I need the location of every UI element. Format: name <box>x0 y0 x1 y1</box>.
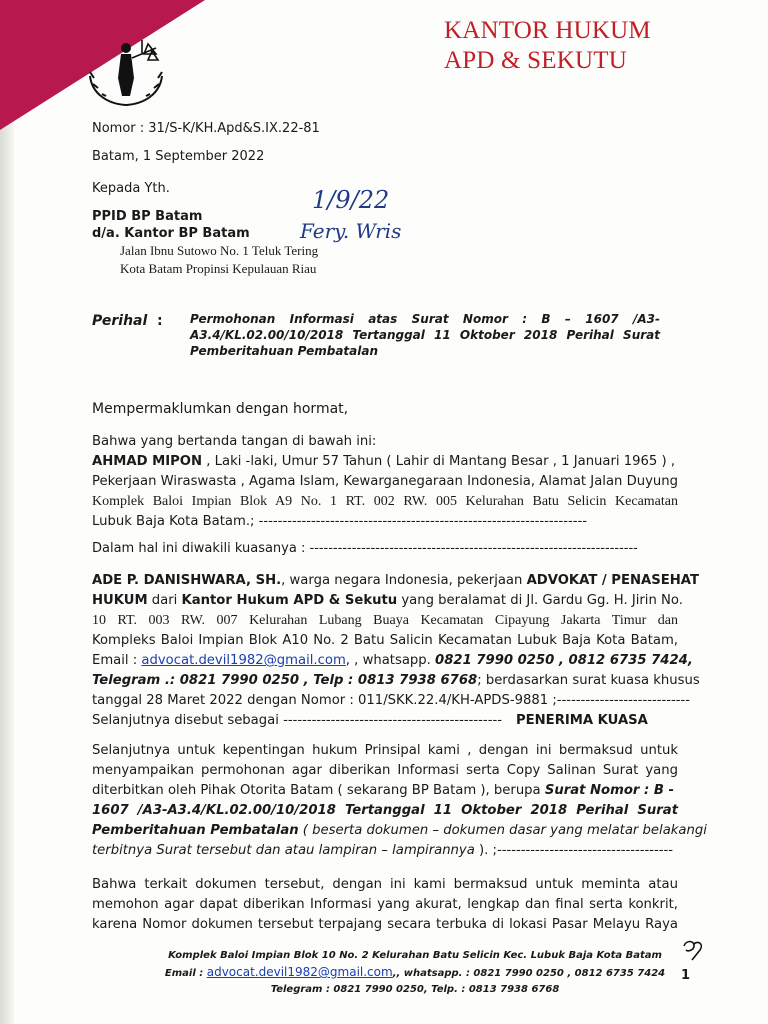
footer-email-link[interactable]: advocat.devil1982@gmail.com <box>206 965 393 979</box>
firm-name-line-1: KANTOR HUKUM <box>444 17 651 44</box>
attorney-profession: ADVOKAT / PENASEHAT <box>526 573 699 588</box>
requested-letter-ref-start: Surat Nomor : B - <box>544 783 674 798</box>
perihal-line-3: Pemberitahuan Pembatalan <box>190 344 379 358</box>
page-shadow-edge <box>0 0 14 1024</box>
recipient-address-line-2: Kota Batam Propinsi Kepulauan Riau <box>120 261 317 276</box>
attorney-line-2-text: dari <box>147 593 182 608</box>
represented-by-line: Dalam hal ini diwakili kuasanya : ---------------------------------------------------------------------- <box>92 541 638 556</box>
attorney-email-link[interactable]: advocat.devil1982@gmail.com <box>141 653 346 668</box>
requested-letter-ref: 1607 /A3-A3.4/KL.02.00/10/2018 Tertanggal 11 Oktober 2018 Perihal Surat <box>92 803 678 818</box>
request-line-3-text: diterbitkan oleh Pihak Otorita Batam ( sekarang BP Batam ), berupa <box>92 783 545 798</box>
attorney-line-7: tanggal 28 Maret 2022 dengan Nomor : 011/SKK.22.4/KH-APDS-9881 ;---------------------------- <box>92 693 691 708</box>
recipient-name: PPID BP Batam <box>92 209 203 224</box>
power-of-attorney-text: ; berdasarkan surat kuasa khusus <box>477 673 700 688</box>
attorney-line-1-text: , warga negara Indonesia, pekerjaan <box>281 573 527 588</box>
page-number: 1 <box>681 968 691 983</box>
attorney-line-8 <box>92 711 678 731</box>
letter-number: Nomor : 31/S-K/KH.Apd&S.IX.22-81 <box>92 121 320 136</box>
referred-as-text: Selanjutnya disebut sebagai ---------------------------------------------- <box>92 713 502 728</box>
penerima-kuasa-label: PENERIMA KUASA <box>515 713 648 728</box>
perihal-colon: : <box>157 313 163 329</box>
footer-contact <box>120 964 710 982</box>
footer-email-label: Email : <box>164 968 207 979</box>
attorney-address-start: yang beralamat di Jl. Gardu Gg. H. Jirin No. <box>397 593 683 608</box>
letterhead-footer <box>120 948 710 998</box>
request-line-6-italic: terbitnya Surat tersebut dan atau lampiran – lampirannya <box>92 843 475 858</box>
footer-telegram: Telegram : 0821 7990 0250, Telp. : 0813 7938 6768 <box>270 984 560 995</box>
perihal-line-2: A3.4/KL.02.00/10/2018 Tertanggal 11 Oktober 2018 Perihal Surat <box>190 328 660 342</box>
whatsapp-label: , , whatsapp. <box>345 653 436 668</box>
attorney-name: ADE P. DANISHWARA, SH. <box>92 573 282 588</box>
principal-line-3: Pekerjaan Wiraswasta , Agama Islam, Kewarganegaraan Indonesia, Alamat Jalan Duyung <box>92 474 678 489</box>
attorney-line-1 <box>92 571 699 591</box>
email-label: Email : <box>92 653 142 668</box>
attorney-line-5 <box>92 651 693 671</box>
request-line-1: Selanjutnya untuk kepentingan hukum Prinsipal kami , dengan ini bermaksud untuk <box>92 743 678 758</box>
perihal-subject <box>190 311 660 359</box>
principal-name: AHMAD MIPON <box>92 454 203 469</box>
handwritten-receiver-signature: Fery. Wris <box>300 219 402 243</box>
request-line-5-text: ( beserta dokumen – dokumen dasar yang melatar belakangi <box>298 823 707 838</box>
request-line-2: menyampaikan permohonan agar diberikan Informasi serta Copy Salinan Surat yang <box>92 763 678 778</box>
request-line-6 <box>92 841 678 861</box>
request-line-3 <box>92 781 678 801</box>
principal-line-2 <box>92 452 678 472</box>
footer-whatsapp: ,, whatsapp. : 0821 7990 0250 , 0812 6735 7424 <box>392 968 666 979</box>
perihal-line-1: Permohonan Informasi atas Surat Nomor : B – 1607 /A3- <box>190 312 660 326</box>
principal-details: , Laki -laki, Umur 57 Tahun ( Lahir di Mantang Besar , 1 Januari 1965 ) , <box>202 454 676 469</box>
attorney-line-2 <box>92 591 683 611</box>
request-line-6-text: ). ;------------------------------------- <box>474 843 674 858</box>
addressee-heading: Kepada Yth. <box>92 181 170 196</box>
principal-paragraph <box>92 432 678 532</box>
letterhead-title <box>444 16 651 76</box>
letter-date: Batam, 1 September 2022 <box>92 149 265 164</box>
recipient-via: d/a. Kantor BP Batam <box>92 226 250 241</box>
reason-line-1: Bahwa terkait dokumen tersebut, dengan ini kami bermaksud untuk meminta atau <box>92 877 678 892</box>
greeting: Mempermaklumkan dengan hormat, <box>92 401 349 417</box>
firm-name-line-2: APD & SEKUTU <box>444 47 627 74</box>
recipient-address-line-1: Jalan Ibnu Sutowo No. 1 Teluk Tering <box>120 243 319 258</box>
scales-of-justice-icon <box>86 38 166 108</box>
initials-mark-icon <box>680 938 706 964</box>
attorney-line-6 <box>92 671 700 691</box>
attorney-profession-cont: HUKUM <box>92 593 148 608</box>
handwritten-received-date: 1/9/22 <box>312 186 390 214</box>
attorney-line-4: Kompleks Baloi Impian Blok A10 No. 2 Batu Salicin Kecamatan Lubuk Baja Kota Batam, <box>92 633 678 648</box>
request-line-5 <box>92 821 707 841</box>
footer-address: Komplek Baloi Impian Blok 10 No. 2 Kelurahan Batu Selicin Kec. Lubuk Baja Kota Batam <box>168 950 662 961</box>
principal-intro: Bahwa yang bertanda tangan di bawah ini: <box>92 434 377 449</box>
perihal-label: Perihal <box>92 313 148 329</box>
law-firm-name: Kantor Hukum APD & Sekutu <box>181 593 398 608</box>
whatsapp-numbers: 0821 7990 0250 , 0812 6735 7424, <box>435 653 693 668</box>
telegram-phone: Telegram .: 0821 7990 0250 , Telp : 0813 7938 6768 <box>92 673 478 688</box>
requested-letter-subject: Pemberitahuan Pembatalan <box>92 823 299 838</box>
principal-line-4: Komplek Baloi Impian Blok A9 No. 1 RT. 002 RW. 005 Kelurahan Batu Selicin Kecamatan <box>92 494 678 509</box>
attorney-paragraph <box>92 571 700 731</box>
reason-paragraph <box>92 875 678 935</box>
reason-line-2: memohon agar dapat diberikan Informasi yang akurat, lengkap dan final serta konkrit, <box>92 897 678 912</box>
attorney-line-3: 10 RT. 003 RW. 007 Kelurahan Lubang Buaya Kecamatan Cipayung Jakarta Timur dan <box>92 613 678 628</box>
reason-line-3: karena Nomor dokumen tersebut terpajang secara terbuka di lokasi Pasar Melayu Raya <box>92 917 678 932</box>
request-paragraph <box>92 741 707 861</box>
principal-line-5: Lubuk Baja Kota Batam.; --------------------------------------------------------------------- <box>92 514 587 529</box>
